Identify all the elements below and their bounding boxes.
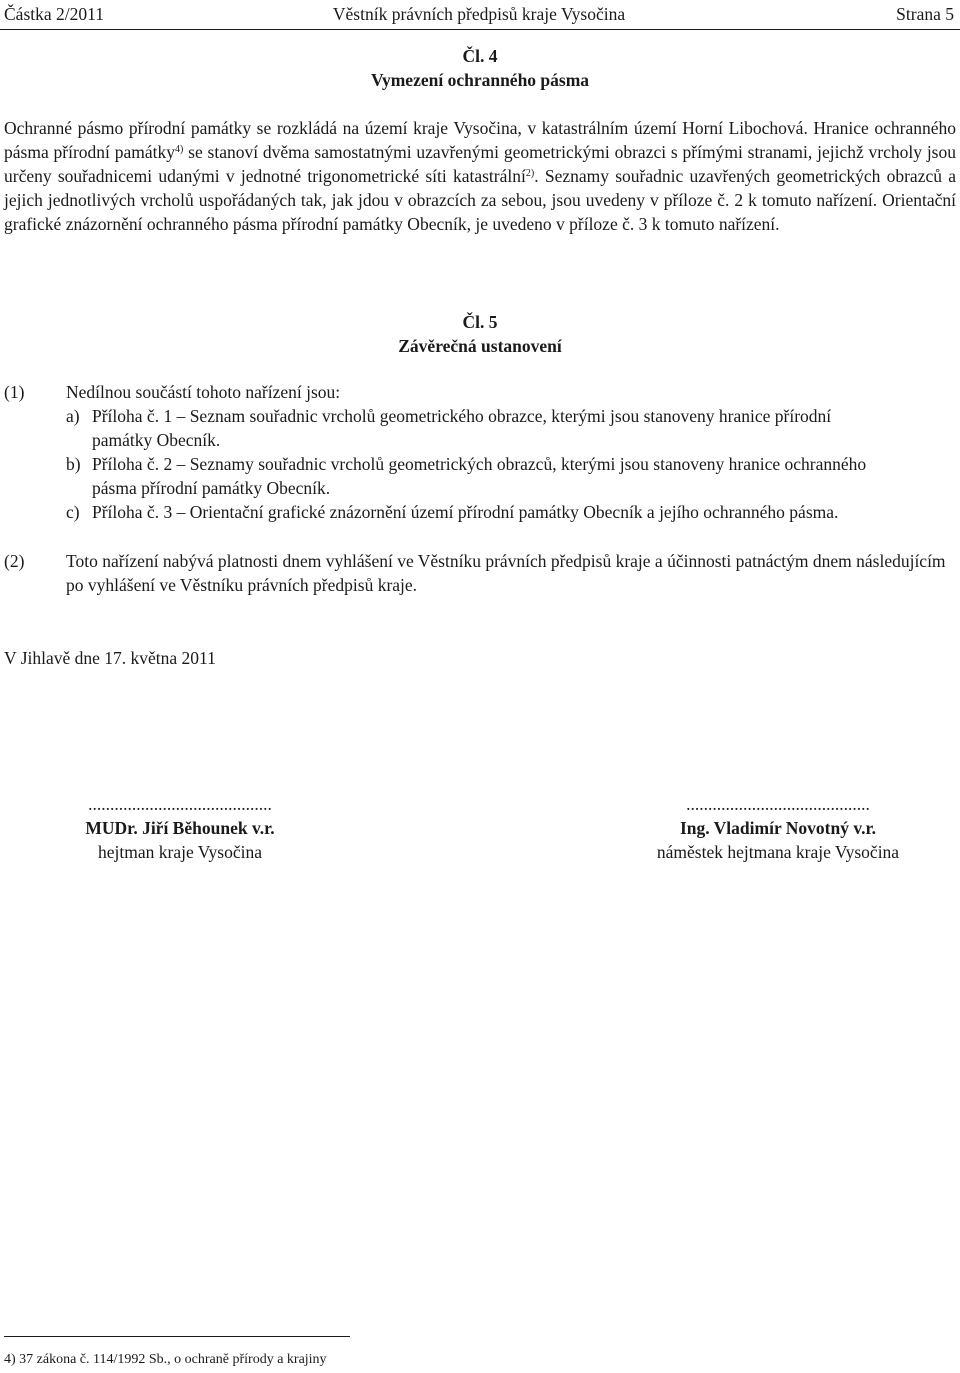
article-5-title: Závěrečná ustanovení	[398, 336, 562, 356]
header-page-number: Strana 5	[896, 4, 954, 24]
paragraph-2-number: (2)	[4, 551, 25, 571]
article-4-title: Vymezení ochranného pásma	[370, 70, 590, 90]
list-item-text: Příloha č. 1 – Seznam souřadnic vrcholů geometrického obrazce, kterými jsou stanoveny hranice přírodní	[92, 406, 832, 426]
signature-block-right	[620, 792, 936, 864]
header-rule	[0, 29, 960, 30]
article-5-number: Čl. 5	[462, 312, 498, 332]
article-4-paragraph	[4, 116, 956, 236]
footnote-rule	[4, 1336, 350, 1337]
list-item-text: Příloha č. 2 – Seznamy souřadnic vrcholů geometrických obrazců, kterými jsou stanoveny hranice ochranného	[92, 454, 867, 474]
footnote: 4) 37 zákona č. 114/1992 Sb., o ochraně přírody a krajiny	[4, 1352, 327, 1367]
list-item-continuation: památky Obecník.	[92, 430, 221, 450]
list-item-label: c)	[66, 502, 80, 522]
paragraph-2-text: Toto nařízení nabývá platnosti dnem vyhlášení ve Věstníku právních předpisů kraje a účinnosti patnáctým dnem následujícím po vyhlášení ve Věstníku právních předpisů kraje.	[66, 551, 946, 595]
article-4-text-2: se stanoví dvěma samostatnými uzavřenými geometrickými obrazci s přímými stranami, jejichž vrcholy jsou určeny souřadnicemi udanými v jednotné trigonometrické síti katastrální	[4, 142, 956, 186]
signatory-role: náměstek hejtmana kraje Vysočina	[656, 842, 900, 862]
header-journal-title: Věstník právních předpisů kraje Vysočina	[332, 4, 626, 24]
list-item	[66, 404, 956, 452]
footnote-ref-2: 2)	[525, 168, 535, 179]
paragraph-1-number: (1)	[4, 382, 25, 402]
article-4-text-1: Ochranné pásmo přírodní památky se rozkládá na území kraje Vysočina, v katastrálním území Horní Libochová. Hranice ochranného pásma přírodní památky	[4, 118, 956, 162]
signatory-role: hejtman kraje Vysočina	[98, 842, 262, 862]
header-issue: Částka 2/2011	[4, 4, 104, 24]
signature-dots: ..........................................	[686, 794, 870, 814]
signing-date: V Jihlavě dne 17. května 2011	[4, 648, 216, 668]
list-item	[66, 500, 956, 524]
signatory-name: Ing. Vladimír Novotný v.r.	[679, 818, 877, 838]
footnote-ref-4: 4)	[174, 144, 184, 155]
article-4-number: Čl. 4	[462, 46, 498, 66]
running-header	[4, 4, 954, 26]
signatory-name: MUDr. Jiří Běhounek v.r.	[85, 818, 275, 838]
signature-block-left	[40, 792, 320, 864]
list-item-label: b)	[66, 454, 81, 474]
list-item-label: a)	[66, 406, 80, 426]
list-item-text: Příloha č. 3 – Orientační grafické znázornění území přírodní památky Obecník a jejího ochranného pásma.	[92, 502, 839, 522]
article-4-text-3: . Seznamy souřadnic uzavřených geometrických obrazců a jejich jednotlivých vrcholů uspořádaných tak, jak jdou v obrazcích za sebou, jsou uvedeny v příloze č. 2 k tomuto nařízení. Orientační grafické znázornění ochranného pásma přírodní památky Obecník, je uvedeno v příloze č. 3 k tomuto nařízení.	[4, 166, 956, 234]
list-item	[66, 452, 956, 500]
signature-dots: ..........................................	[88, 794, 272, 814]
list-item-continuation: pásma přírodní památky Obecník.	[92, 478, 331, 498]
paragraph-1-text: Nedílnou součástí tohoto nařízení jsou:	[66, 382, 341, 402]
